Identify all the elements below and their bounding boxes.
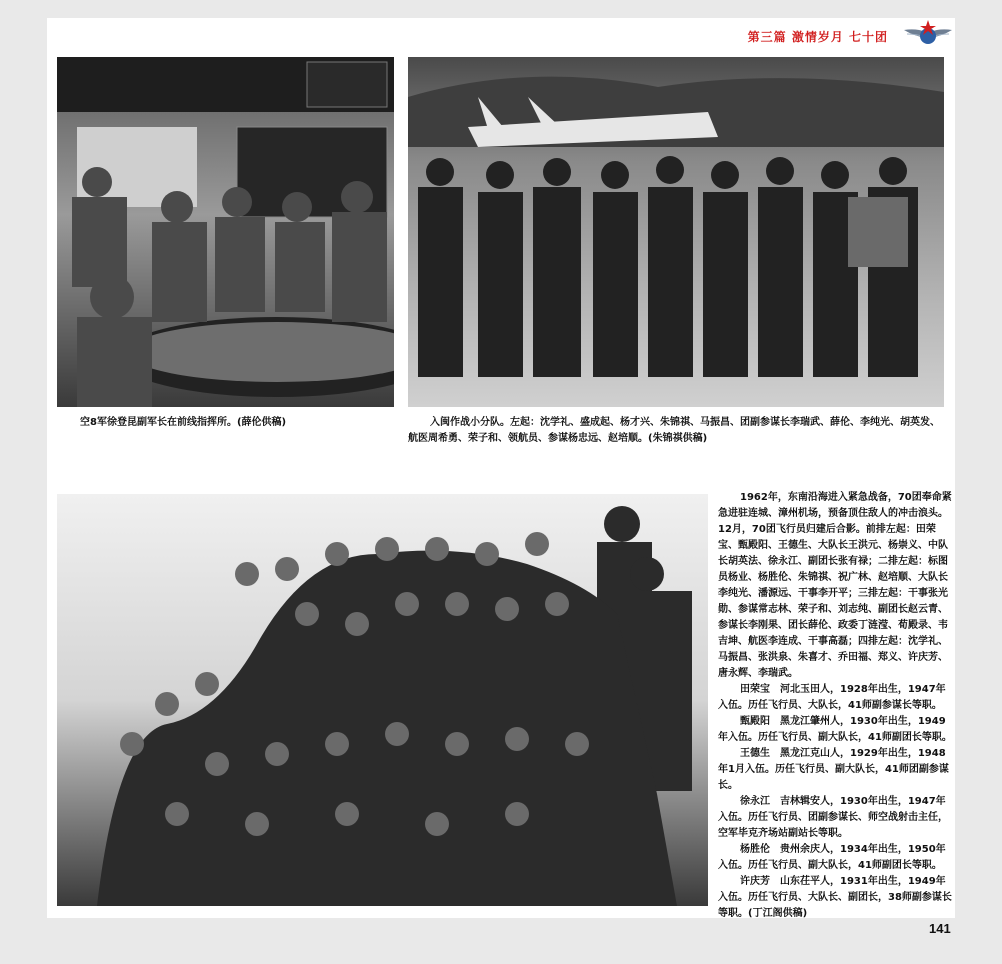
page-number: 141 <box>929 921 951 936</box>
paragraph-bio-tian: 田荣宝 河北玉田人，1928年出生，1947年入伍。历任飞行员、大队长，41师副参谋长等职。 <box>718 684 946 711</box>
paragraph-bio-wang: 王德生 黑龙江克山人，1929年出生，1948年1月入伍。历任飞行员、副大队长，41师团副参谋长。 <box>718 748 949 791</box>
paragraph-bio-xuqingfang: 许庆芳 山东茌平人，1931年出生，1949年入伍。历任飞行员、大队长、副团长，38师副参谋长等职。(丁江阁供稿) <box>718 876 952 919</box>
paragraph-bio-xu: 徐永江 吉林辑安人，1930年出生，1947年入伍。历任飞行员、团副参谋长、师空战射击主任，空军毕克齐场站副站长等职。 <box>718 796 948 839</box>
air-force-emblem-icon <box>902 18 954 48</box>
photo-command-post <box>57 57 394 407</box>
chapter-header: 第三篇 激情岁月 七十团 <box>747 30 888 44</box>
paragraph-bio-zhen: 甄殿阳 黑龙江肇州人，1930年出生，1949年入伍。历任飞行员、副大队长，41师副团长等职。 <box>718 716 952 743</box>
photo-caption-2: 入闽作战小分队。左起：沈学礼、盛成起、杨才兴、朱锦祺、马振昌、团副参谋长李瑞武、薛伦、李纯光、胡英发、航医周希勇、荣子和、领航员、参谋杨忠远、赵培顺。(朱锦祺供稿) <box>408 417 940 444</box>
photo-caption-1: 空8军徐登昆副军长在前线指挥所。(薛伦供稿) <box>80 417 287 428</box>
photo-combat-team <box>408 57 944 407</box>
photo-group-portrait <box>57 494 708 906</box>
paragraph-intro: 1962年，东南沿海进入紧急战备，70团奉命紧急进驻连城、漳州机场，预备顶住敌人的冲击浪头。12月，70团飞行员归建后合影。前排左起：田荣宝、甄殿阳、王德生、大队长王洪元、杨崇义、中队长胡英法、徐永江、副团长张有禄；二排左起：标图员杨业、杨胜伦、朱锦祺、祝广林、赵培顺、大队长李纯光、潘源远、干事李开平；三排左起：干事张光勋、参谋常志林、荣子和、刘志纯、副团长赵云青、参谋长李刚果、团长薛伦、政委丁涟滢、荀殿录、韦吉坤、航医李连成、干事高磊；四排左起：沈学礼、马振昌、张洪泉、朱喜才、乔田福、郑义、许庆芳、唐永辉、李瑞武。 <box>718 492 952 679</box>
body-text <box>718 490 954 922</box>
paragraph-bio-yang: 杨胜伦 贵州余庆人，1934年出生，1950年入伍。历任飞行员、副大队长，41师副团长等职。 <box>718 844 946 871</box>
